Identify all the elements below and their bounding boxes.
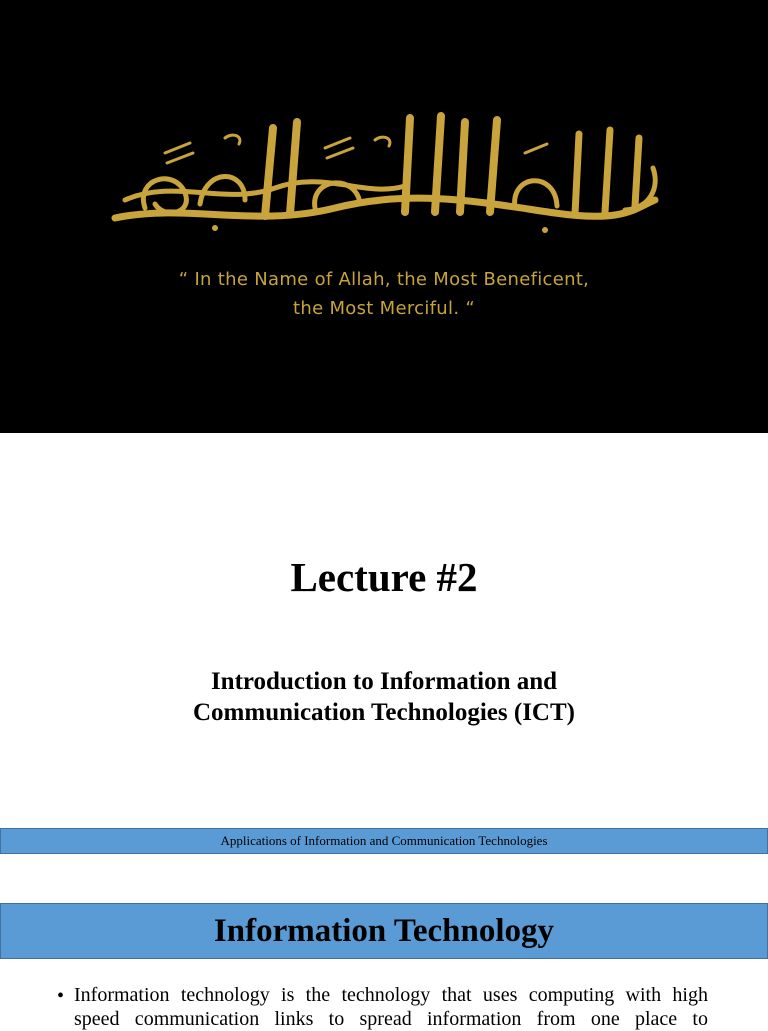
bullet-line: speed communication links to spread information from one place to <box>74 1008 708 1030</box>
lecture-subtitle-line1: Introduction to Information and <box>210 668 558 695</box>
lecture-title: Lecture #2 <box>290 554 478 600</box>
bullet-icon: • <box>57 985 65 1007</box>
section-header-bar: Applications of Information and Communication Technologies <box>0 828 768 854</box>
slide-heading: Information Technology <box>0 903 768 959</box>
bismillah-calligraphy-icon <box>105 108 665 243</box>
bullet-line: Information technology is the technology that uses computing with high <box>74 984 708 1006</box>
bismillah-translation-line2: the Most Merciful. “ <box>293 298 475 319</box>
lecture-subtitle-line2: Communication Technologies (ICT) <box>193 699 575 726</box>
bismillah-banner <box>0 0 768 433</box>
bismillah-translation-line1: “ In the Name of Allah, the Most Beneficent, <box>178 269 590 290</box>
